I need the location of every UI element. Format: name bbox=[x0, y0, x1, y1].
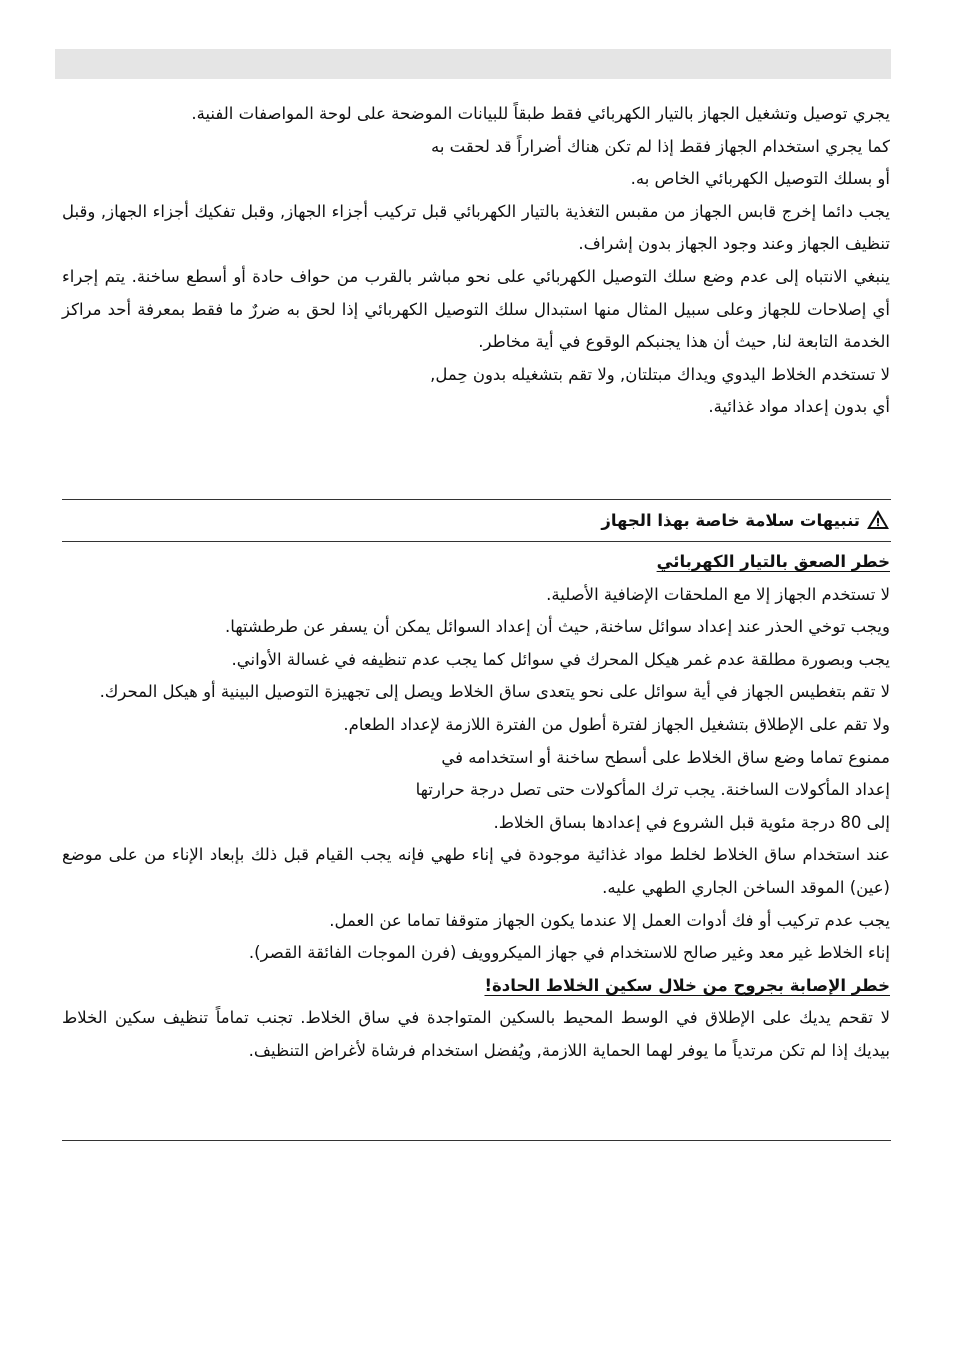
paragraph: ينبغي الانتباه إلى عدم وضع سلك التوصيل الكهربائي على نحو مباشر بالقرب من حواف حادة أو أسطع ساخنة. يتم إجراء أي إصلاحات للجهاز وعلى سبيل المثال منها استبدال سلك التوصيل الكهربائي إذا لحق به ضررٌ ما فقط بمعرفة أحد مراكز الخدمة التابعة لنا, حيث أن هذا يجنبكم الوقوع في أية مخاطر. bbox=[62, 266, 890, 352]
paragraph: إناء الخلاط غير معد وغير صالح للاستخدام في جهاز الميكروويف (فرن الموجات الفائقة القصر). bbox=[248, 943, 890, 963]
paragraph: كما يجري استخدام الجهاز فقط إذا لم تكن هناك أضراراً قد لحقت به bbox=[430, 136, 890, 156]
blade-injury-heading: خطر الإصابة بجروح من خلال سكين الخلاط الحادة! bbox=[484, 975, 890, 995]
paragraph: أي بدون إعداد مواد غذائية. bbox=[708, 397, 890, 417]
divider bbox=[62, 541, 891, 542]
paragraph: لا تستخدم الخلاط اليدوي ويداك مبتلتان, ولا تقم بتشغيله بدون حِمل, bbox=[430, 364, 890, 384]
paragraph: إلى 80 درجة مئوية قبل الشروع في إعدادها بساق الخلاط. bbox=[493, 812, 890, 832]
paragraph: يجري توصيل وتشغيل الجهاز بالتيار الكهربائي فقط طبقاً للبيانات الموضحة على لوحة المواصفات الفنية. bbox=[191, 104, 890, 123]
paragraph: لا تقحم يديك على الإطلاق في الوسط المحيط بالسكين المتواجدة في ساق الخلاط. تجنب تماماً تنظيف سكين الخلاط بيديك إذا لم تكن مرتدياً ما يوفر لهما الحماية اللازمة, ويُفضل استخدام فرشاة لأغراض التنظيف. bbox=[62, 1008, 890, 1060]
paragraph: أو بسلك التوصيل الكهربائي الخاص به. bbox=[630, 169, 890, 189]
paragraph: ويجب توخي الحذر عند إعداد سوائل ساخنة, حيث أن إعداد السوائل يمكن أن يسفر عن طرطشتها. bbox=[225, 617, 890, 637]
divider bbox=[62, 499, 891, 500]
safety-title-text: تنبيهات سلامة خاصة بهذا الجهاز bbox=[601, 511, 860, 530]
paragraph: لا تقم بتغطيس الجهاز في أية سوائل على نحو يتعدى ساق الخلاط ويصل إلى تجهيزة التوصيل البينية أو هيكل المحرك. bbox=[99, 682, 890, 702]
divider bbox=[62, 1140, 891, 1141]
paragraph: يجب دائما إخرج قابس الجهاز من مقبس التغذية بالتيار الكهربائي قبل تركيب أجزاء الجهاز, وقبل تفكيك أجزاء الجهاز, وقبل تنظيف الجهاز وعند وجود الجهاز بدون إشراف. bbox=[62, 201, 890, 254]
safety-section-title bbox=[62, 505, 890, 537]
paragraph: ولا تقم على الإطلاق بتشغيل الجهاز لفترة أطول من الفترة اللازمة لإعداد الطعام. bbox=[343, 714, 890, 734]
paragraph: لا تستخدم الجهاز إلا مع الملحقات الإضافية الأصلية. bbox=[546, 584, 890, 604]
safety-instructions bbox=[62, 546, 890, 1068]
paragraph: إعداد المأكولات الساخنة. يجب ترك المأكولات حتى تصل درجة حرارتها bbox=[415, 780, 890, 800]
electric-shock-heading: خطر الصعق بالتيار الكهربائي bbox=[656, 552, 890, 571]
paragraph: عند استخدام ساق الخلاط لخلط مواد غذائية موجودة في إناء طهي فإنه يجب القيام قبل ذلك بإبعاد الإناء من على موضع (عين) الموقد الساخن الجاري الطهي عليه. bbox=[62, 845, 890, 897]
paragraph: يجب وبصورة مطلقة عدم غمر هيكل المحرك في سوائل كما يجب عدم تنظيفه في غسالة الأواني. bbox=[231, 649, 890, 669]
header-bar bbox=[55, 49, 891, 79]
warning-triangle-icon bbox=[866, 509, 890, 530]
paragraph: يجب عدم تركيب أو فك أدوات العمل إلا عندما يكون الجهاز متوقفا تماما عن العمل. bbox=[329, 910, 890, 930]
paragraph: ممنوع تماما وضع ساق الخلاط على أسطح ساخنة أو استخدامه في bbox=[441, 747, 890, 767]
general-instructions bbox=[62, 98, 890, 424]
